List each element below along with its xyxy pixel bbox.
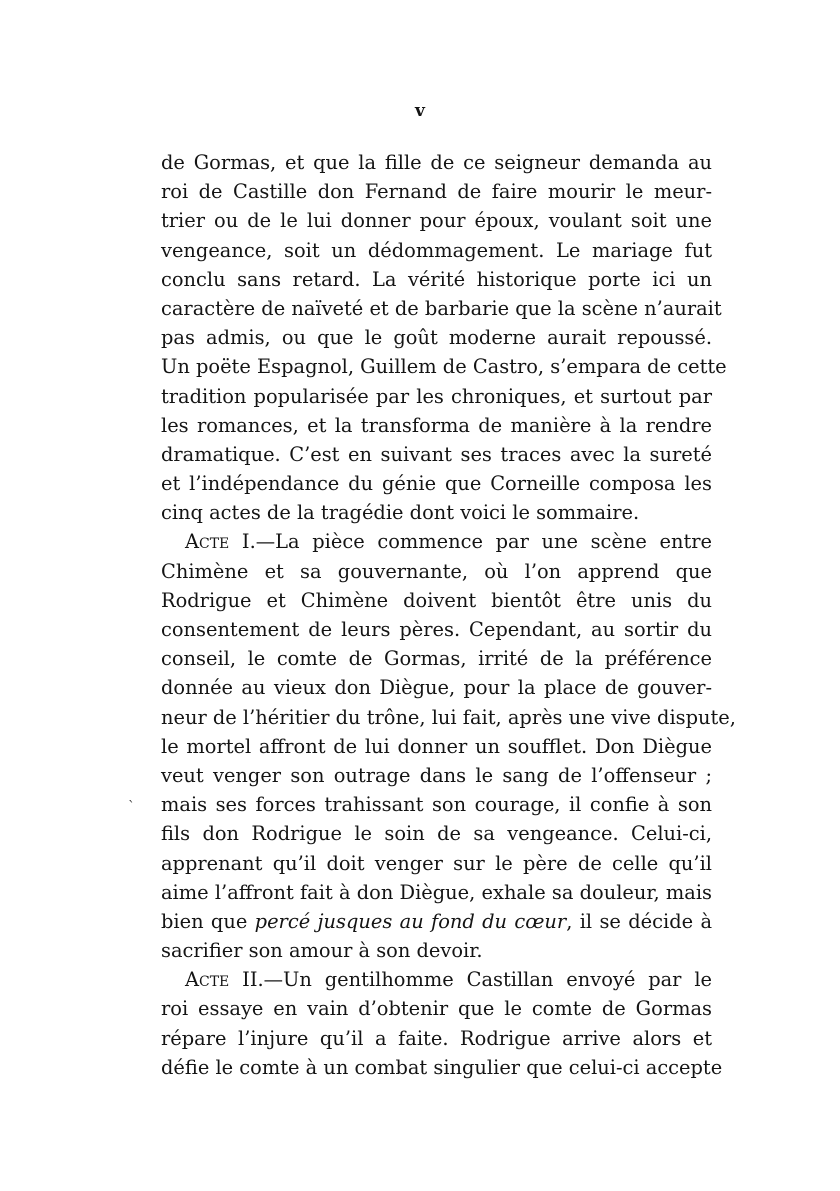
text-line: dramatique. C’est en suivant ses traces avec la sureté [161,442,712,466]
text-line: tradition popularisée par les chroniques, et surtout par [161,384,712,408]
text-line: donnée au vieux don Diègue, pour la place de gouver- [161,676,712,700]
text-line: neur de l’héritier du trône, lui fait, après une vive dispute, [161,705,736,729]
text-line: veut venger son outrage dans le sang de l’offenseur ; [161,763,712,787]
text-line: les romances, et la transforma de manière à la rendre [161,413,712,437]
text-line: vengeance, soit un dédommagement. Le mariage fut [161,238,712,262]
text-line: répare l’injure qu’il a faite. Rodrigue arrive alors et [161,1026,712,1050]
paragraph-intro [161,148,727,527]
text-line: cinq actes de la tragédie dont voici le sommaire. [161,501,640,525]
text-line [161,965,712,994]
text-line: conseil, le comte de Gormas, irrité de la préférence [161,647,712,671]
stray-print-mark: ˋ [128,799,135,815]
text-fragment: , il se décide à [566,909,712,933]
text-line: le mortel affront de lui donner un soufflet. Don Diègue [161,734,712,758]
emphasized-quote: percé jusques au fond du cœur [254,909,567,933]
text-line: conclu sans retard. La vérité historique porte ici un [161,267,712,291]
text-line [161,907,712,936]
text-line: défie le comte à un combat singulier que celui-ci accepte [161,1055,723,1079]
text-line: mais ses forces trahissant son courage, il confie à son [161,793,712,817]
text-line: de Gormas, et que la fille de ce seigneur demanda au [161,151,712,174]
text-line: caractère de naïveté et de barbarie que la scène n’aurait [161,296,722,320]
act-label: Acte II. [185,968,264,992]
paragraph-acte-2 [161,965,723,1082]
text-line: sacrifier son amour à son devoir. [161,939,483,963]
act-label: Acte I. [185,530,256,554]
text-line: trier ou de le lui donner pour époux, voulant soit une [161,209,712,233]
text-fragment: bien que [161,909,255,933]
text-line: Rodrigue et Chimène doivent bientôt être unis du [161,588,712,612]
text-line: roi essaye en vain d’obtenir que le comte de Gormas [161,997,712,1021]
text-line: fils don Rodrigue le soin de sa vengeance. Celui-ci, [161,822,712,846]
text-fragment: —La pièce commence par une scène entre [255,530,712,554]
text-line: aime l’affront fait à don Diègue, exhale sa douleur, mais [161,880,712,904]
text-line: Un poëte Espagnol, Guillem de Castro, s’empara de cette [161,355,727,379]
text-line: et l’indépendance du génie que Corneille composa les [161,472,712,496]
page-number: v [415,101,425,121]
text-line: apprenant qu’il doit venger sur le père de celle qu’il [161,851,712,875]
text-fragment: —Un gentilhomme Castillan envoyé par le [263,968,712,992]
text-line [161,527,712,556]
text-line: pas admis, ou que le goût moderne aurait repoussé. [161,326,712,350]
text-line: Chimène et sa gouvernante, où l’on apprend que [161,559,712,583]
text-line: consentement de leurs pères. Cependant, au sortir du [161,618,712,641]
text-line: roi de Castille don Fernand de faire mourir le meur- [161,180,712,204]
paragraph-acte-1 [161,527,736,965]
text-body [161,148,736,1082]
